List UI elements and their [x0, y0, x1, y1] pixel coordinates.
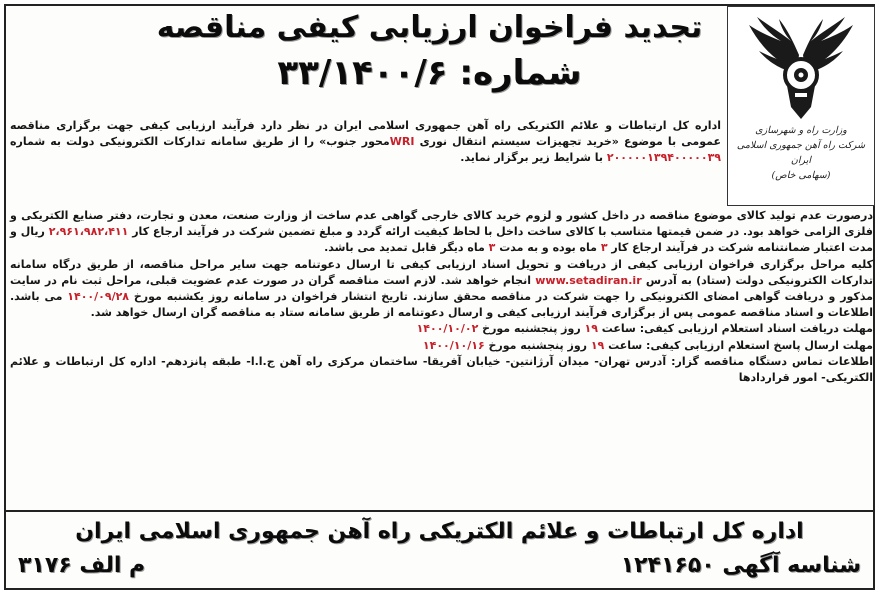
body-lower [10, 208, 873, 386]
paragraph-conditions: درصورت عدم تولید کالای موضوع مناقصه در داخل کشور و لزوم خرید کالای خارجی گواهی عدم ساخت از وزارت صنعت، معدن و تجارت، دفتر صنایع الکتریکی و فلزی الزامی خواهد بود. در ضمن قیمتها متناسب با کالای ساخت داخل با لحاظ کیفیت ارائه گردد و مبلغ تضمین شرکت در فرآیند ارجاع کار ۲،۹۶۱،۹۸۲،۴۱۱ ریال و مدت اعتبار ضمانتنامه شرکت در فرآیند ارجاع کار ۳ ماه بوده و به مدت ۳ ماه دیگر قابل تمدید می باشد. [10, 209, 874, 255]
paragraph-procedure: کلیه مراحل برگزاری فراخوان ارزیابی کیفی از دریافت و تحویل اسناد ارزیابی کیفی تا ارسال دعوتنامه جهت سایر مراحل مناقصه، از طریق درگاه سامانه تدارکات الکترونیکی دولت (ستاد) به آدرس www.setadiran.ir انجام خواهد شد. لازم است مناقصه گران در صورت عدم عضویت قبلی، مراحل ثبت نام در سایت مذکور و دریافت گواهی امضای الکترونیکی را جهت شرکت در مناقصه محقق سازند. تاریخ انتشار فراخوان در سامانه روز یکشنبه مورخ ۱۴۰۰/۰۹/۲۸ می باشد. اطلاعات و اسناد مناقصه عمومی پس از برگزاری فرآیند ارزیابی کیفی و ارسال دعوتنامه از طریق سامانه ستاد به مناقصه گران ارسال خواهد شد. [10, 257, 873, 320]
body-upper [10, 118, 721, 167]
response-date: ۱۴۰۰/۱۰/۱۶ [422, 338, 485, 352]
guarantee-months: ۳ [600, 241, 608, 255]
logo-box [727, 6, 875, 206]
wri-label: WRI [389, 135, 415, 149]
receive-hour: ۱۹ [584, 322, 598, 336]
page-title: تجدید فراخوان ارزیابی کیفی مناقصه [156, 10, 703, 45]
guarantee-amount: ۲،۹۶۱،۹۸۲،۴۱۱ [48, 225, 129, 239]
response-hour: ۱۹ [590, 338, 605, 352]
setad-website-link[interactable]: www.setadiran.ir [535, 273, 642, 287]
setad-number: ۲۰۰۰۰۰۱۳۹۴۰۰۰۰۰۳۹ [606, 151, 721, 165]
receive-date: ۱۴۰۰/۱۰/۰۲ [416, 322, 479, 336]
ad-id: شناسه آگهی ۱۲۴۱۶۵۰ [620, 553, 861, 578]
winged-wheel-logo-icon [741, 11, 861, 123]
footer [4, 510, 875, 590]
paragraph-response-deadline: مهلت ارسال پاسخ استعلام ارزیابی کیفی: ساعت ۱۹ روز پنجشنبه مورخ ۱۴۰۰/۱۰/۱۶ [422, 338, 873, 352]
tender-number: شماره: ۳۳/۱۴۰۰/۶ [277, 53, 582, 93]
extension-months: ۳ [488, 241, 496, 255]
paragraph-contact: اطلاعات تماس دستگاه مناقصه گزار: آدرس تهران- میدان آرژانتین- خیابان آفریقا- ساختمان مرکزی راه آهن ج.ا.ا- طبقه پانزدهم- اداره کل ارتباطات و علائم الکتریکی- امور قراردادها [10, 354, 873, 385]
logo-caption-ministry: وزارت راه و شهرسازی [755, 125, 847, 136]
title-block [140, 6, 719, 106]
logo-caption-company: شرکت راه آهن جمهوری اسلامی ایران [736, 140, 866, 166]
footer-organization: اداره کل ارتباطات و علائم الکتریکی راه آهن جمهوری اسلامی ایران [75, 519, 804, 544]
logo-caption-type: (سهامی خاص) [771, 170, 831, 181]
ad-code: م الف ۳۱۷۶ [18, 553, 146, 578]
publish-date: ۱۴۰۰/۰۹/۲۸ [67, 290, 130, 304]
paragraph-intro: اداره کل ارتباطات و علائم الکتریکی راه آهن جمهوری اسلامی ایران در نظر دارد فرآیند ارزیابی کیفی جهت برگزاری مناقصه عمومی با موضوع «خرید تجهیزات سیستم انتقال نوری WRIمحور جنوب» را از طریق سامانه تدارکات الکترونیکی دولت به شماره ۲۰۰۰۰۰۱۳۹۴۰۰۰۰۰۳۹ با شرایط زیر برگزار نماید. [10, 119, 721, 165]
paragraph-receive-deadline: مهلت دریافت اسناد استعلام ارزیابی کیفی: ساعت ۱۹ روز پنجشنبه مورخ ۱۴۰۰/۱۰/۰۲ [416, 322, 873, 336]
